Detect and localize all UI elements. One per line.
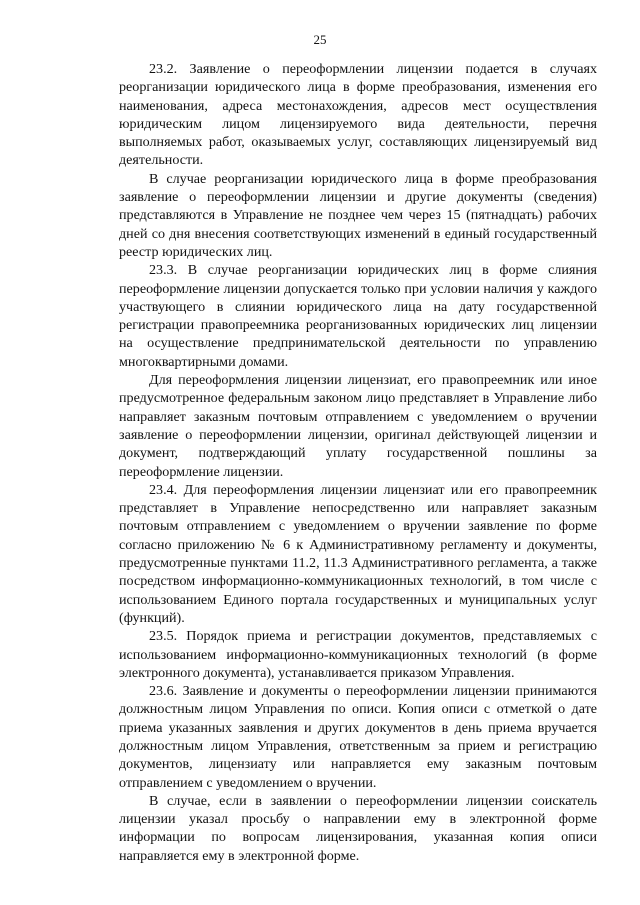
document-body [119,60,597,865]
paragraph-23-5: 23.5. Порядок приема и регистрации документов, представляемых с использованием информационно-коммуникационных технологий (в форме электронного документа), устанавливается приказом Управления. [119,628,597,681]
paragraph-reissue-submission: Для переоформления лицензии лицензиат, его правопреемник или иное предусмотренное федеральным законом лицо представляет в Управление либо направляет заказным почтовым отправлением с уведомлением о вручении заявление о переоформлении лицензии, оригинал действующей лицензии и документ, подтверждающий уплату государственной пошлины за переоформление лицензии. [119,372,597,480]
paragraph-23-4: 23.4. Для переоформления лицензии лицензиат или его правопреемник представляет в Управление непосредственно или направляет заказным почтовым отправлением с уведомлением о вручении заявление по форме согласно приложению № 6 к Административному регламенту и документы, предусмотренные пунктами 11.2, 11.3 Административного регламента, а также посредством информационно-коммуникационных технологий, в том числе с использованием Единого портала государственных и муниципальных услуг (функций). [119,481,597,626]
paragraph-reorganization-transformation: В случае реорганизации юридического лица в форме преобразования заявление о переоформлении лицензии и другие документы (сведения) представляются в Управление не позднее чем через 15 (пятнадцать) рабочих дней со дня внесения соответствующих изменений в единый государственный реестр юридических лиц. [119,170,597,260]
paragraph-23-6: 23.6. Заявление и документы о переоформлении лицензии принимаются должностным лицом Управления по описи. Копия описи с отметкой о дате приема указанных заявления и других документов в день приема вручается должностным лицом Управления, ответственным за прием и регистрацию документов, лицензиату или направляется ему заказным почтовым отправлением с уведомлением о вручении. [119,683,597,791]
paragraph-23-3: 23.3. В случае реорганизации юридических лиц в форме слияния переоформление лицензии допускается только при условии наличия у каждого участвующего в слиянии юридического лица на дату государственной регистрации правопреемника реорганизованных юридических лиц лицензии на осуществление предпринимательской деятельности по управлению многоквартирными домами. [119,262,597,370]
page-number: 25 [313,32,327,47]
paragraph-23-2: 23.2. Заявление о переоформлении лицензии подается в случаях реорганизации юридического лица в форме преобразования, изменения его наименования, адреса местонахождения, адресов мест осуществления юридическим лицом лицензируемого вида деятельности, перечня выполняемых работ, оказываемых услуг, составляющих лицензируемый вид деятельности. [119,61,597,169]
paragraph-electronic-copy: В случае, если в заявлении о переоформлении лицензии соискатель лицензии указал просьбу о направлении ему в электронной форме информации по вопросам лицензирования, указанная копия описи направляется ему в электронной форме. [119,792,597,864]
